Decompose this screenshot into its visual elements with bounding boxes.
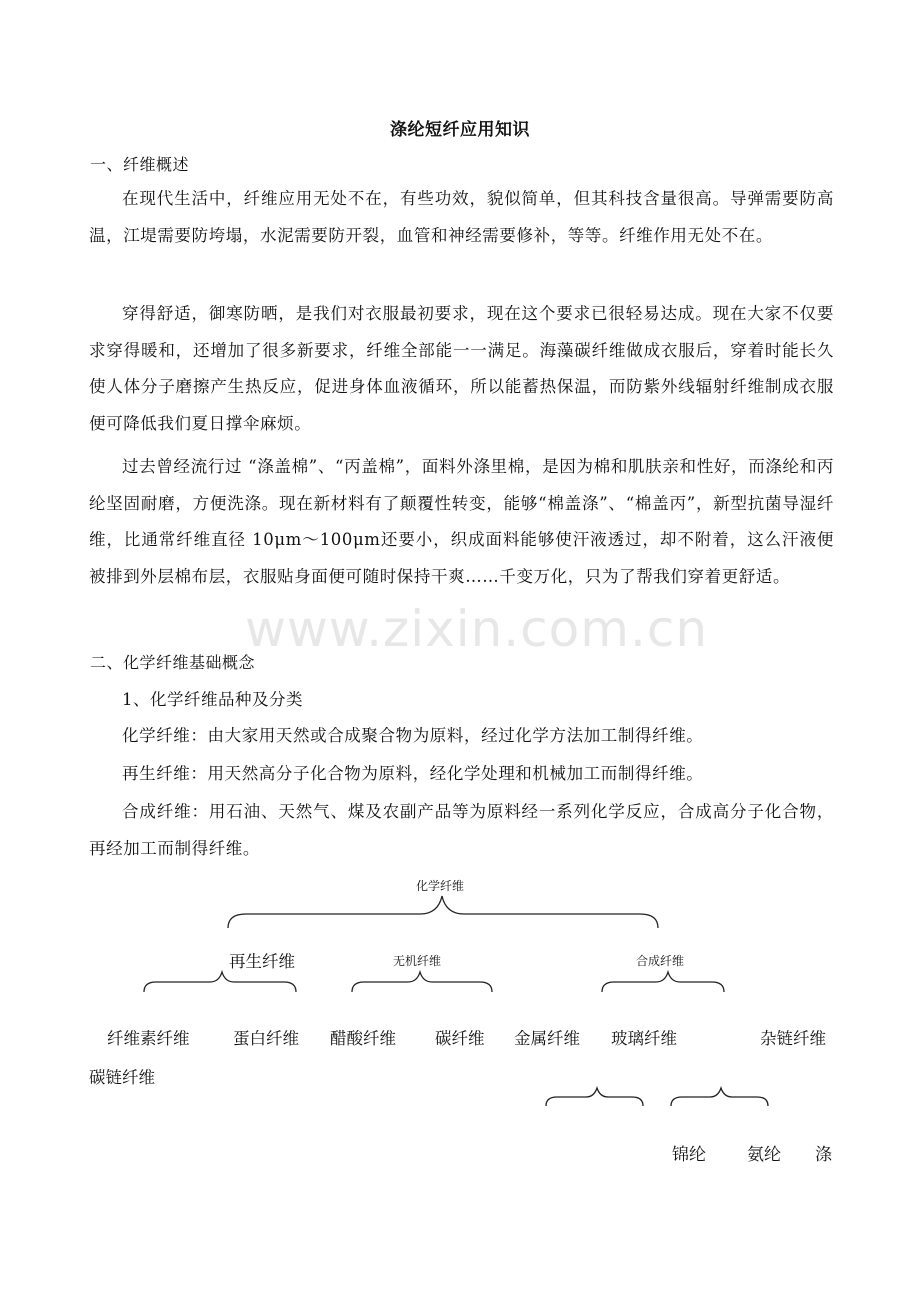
section2-subheading: 1、化学纤维品种及分类 [122, 690, 303, 709]
brace-carbon-chain [671, 1088, 768, 1106]
node-heterochain-fiber: 杂链纤维 [760, 1029, 826, 1048]
watermark: www.zixin.com.cn [245, 600, 709, 658]
node-metal-fiber: 金属纤维 [514, 1029, 580, 1048]
node-chemical-fiber: 化学纤维 [416, 879, 465, 893]
brace-heterochain [546, 1088, 643, 1106]
section1-paragraph-1: 在现代生活中，纤维应用无处不在，有些功效，貌似简单，但其科技含量很高。导弹需要防高温，江堤需要防垮塌，水泥需要防开裂，血管和神经需要修补，等等。纤维作用无处不在。 [89, 189, 834, 245]
document-title: 涤纶短纤应用知识 [390, 120, 530, 140]
node-carbon-chain-fiber: 碳链纤维 [89, 1068, 155, 1087]
brace-root [228, 896, 658, 928]
node-inorganic-fiber: 无机纤维 [393, 954, 442, 968]
node-carbon-fiber: 碳纤维 [435, 1029, 485, 1048]
brace-inorganic [352, 972, 492, 992]
section2-heading: 二、化学纤维基础概念 [90, 653, 256, 672]
node-polyester: 涤 [815, 1145, 832, 1165]
node-regenerated-fiber: 再生纤维 [229, 952, 295, 971]
node-glass-fiber: 玻璃纤维 [611, 1029, 677, 1048]
section1-paragraph-2: 穿得舒适，御寒防晒，是我们对衣服最初要求，现在这个要求已很轻易达成。现在大家不仅要求穿得暖和，还增加了很多新要求，纤维全部能一一满足。海藻碳纤维做成衣服后，穿着时能长久使人体分子磨擦产生热反应，促进身体血液循环，所以能蓄热保温，而防紫外线辐射纤维制成衣服便可降低我们夏日撑伞麻烦。 [89, 304, 834, 433]
node-nylon: 锦纶 [672, 1145, 706, 1165]
node-acetate-fiber: 醋酸纤维 [330, 1029, 396, 1048]
node-synthetic-fiber: 合成纤维 [636, 954, 685, 968]
section1-heading: 一、纤维概述 [90, 155, 190, 174]
brace-synthetic [602, 972, 724, 992]
definition-synthetic-fiber: 合成纤维：用石油、天然气、煤及农副产品等为原料经一系列化学反应，合成高分子化合物，再经加工而制得纤维。 [89, 802, 834, 858]
node-spandex: 氨纶 [747, 1145, 781, 1165]
brace-regenerated [144, 972, 296, 992]
section1-paragraph-3: 过去曾经流行过 “涤盖棉”、“丙盖棉”，面料外涤里棉，是因为棉和肌肤亲和性好，而涤纶和丙纶坚固耐磨，方便洗涤。现在新材料有了颠覆性转变，能够“棉盖涤”、“棉盖丙”，新型抗菌导湿纤维，比通常纤维直径 10μm～100μm还要小，织成面料能够使汗液透过，却不附着，这么汗液便被排到外层棉布层，衣服贴身面便可随时保持干爽……千变万化，只为了帮我们穿着更舒适。 [89, 457, 834, 586]
definition-chemical-fiber: 化学纤维：由大家用天然或合成聚合物为原料，经过化学方法加工制得纤维。 [122, 726, 704, 745]
definition-regenerated-fiber: 再生纤维：用天然高分子化合物为原料，经化学处理和机械加工而制得纤维。 [122, 764, 704, 783]
node-protein-fiber: 蛋白纤维 [233, 1029, 299, 1048]
node-cellulose-fiber: 纤维素纤维 [107, 1029, 190, 1048]
